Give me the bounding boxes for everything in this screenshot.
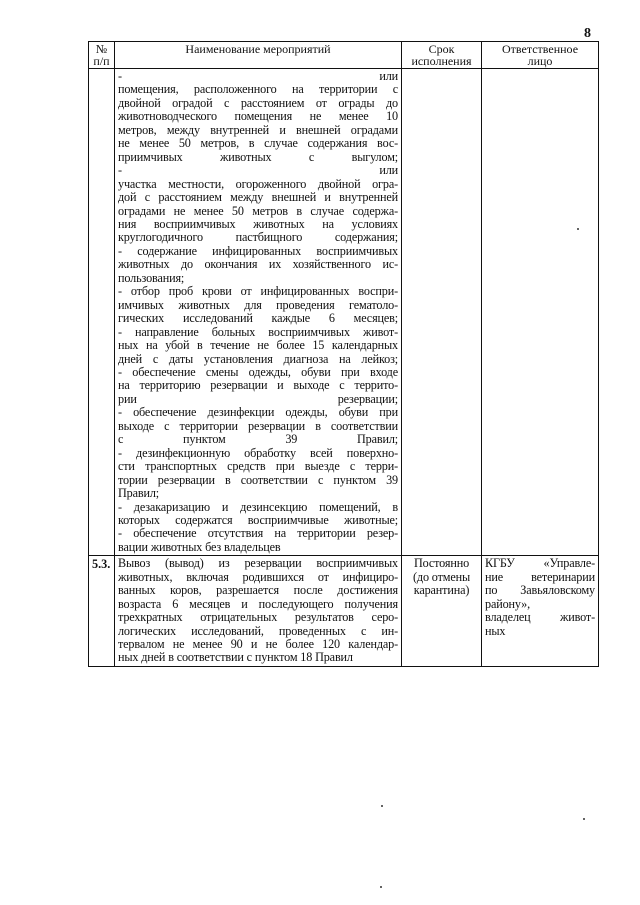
text-line: тервалом не менее 90 и не более 120 календар-	[118, 637, 398, 652]
text-line: карантина)	[413, 583, 470, 598]
text-line: - направление больных восприимчивых живот-	[118, 324, 398, 339]
text-line: дой с расстоянием между внешней и внутренней	[118, 190, 398, 205]
text-line: ванных коров, разрешается после достижения	[118, 583, 398, 598]
text-line: - или	[118, 69, 398, 83]
text-line: приимчивых животных с выгулом;	[118, 149, 398, 164]
text-line: - обеспечение отсутствия на территории резер-	[118, 526, 398, 541]
text-line: животных, включая родившихся от инфициро-	[118, 569, 398, 584]
text-line: пользования;	[118, 270, 185, 285]
text-line: трехкратных отрицательных результатов серо-	[118, 610, 398, 625]
row-number: 5.3.	[89, 556, 115, 667]
text-line: - отбор проб крови от инфицированных воспри-	[118, 284, 398, 299]
text-line: двойной оградой с расстоянием от ограды до	[118, 95, 398, 110]
text-line: не менее 50 метров, в случае содержания вос-	[118, 136, 398, 151]
text-line: метров, между внутренней и внешней оградами	[118, 122, 398, 137]
text-line: - дезинфекционную обработку всей поверхно-	[118, 445, 398, 460]
text-line: - обеспечение дезинфекции одежды, обуви при	[118, 405, 398, 420]
term-cell	[402, 69, 482, 556]
text-line: по Завьяловскому	[485, 583, 595, 598]
text-line: Постоянно	[413, 556, 470, 571]
table-row	[89, 556, 599, 667]
text-line: оградами не менее 50 метров в случае содержа-	[118, 203, 398, 218]
text-line: - дезакаризацию и дезинсекцию помещений, в	[118, 499, 398, 514]
term-cell	[402, 556, 482, 667]
text-line: логических исследований, проведенных с ин-	[118, 623, 398, 638]
text-line: выходе с территории резервации в соответствии	[118, 418, 398, 433]
text-line: ния восприимчивых животных на условиях	[118, 216, 398, 231]
text-line: возраста 6 месяцев и последующего получения	[118, 596, 398, 611]
measure-description	[115, 69, 402, 556]
table-header-row	[89, 42, 599, 69]
text-line: дней с даты установления диагноза на лейкоз;	[118, 351, 398, 366]
text-line: помещения, расположенного на территории с	[118, 82, 398, 97]
text-line: с пунктом 39 Правил;	[118, 432, 398, 447]
text-line: участка местности, огороженного двойной огра-	[118, 176, 398, 191]
text-line: КГБУ «Управле-	[485, 556, 595, 571]
text-line: (до отмены	[413, 569, 470, 584]
scan-speck	[577, 228, 579, 230]
text-line: животных до окончания их хозяйственного ис-	[118, 257, 398, 272]
text-line: животноводческого помещения не менее 10	[118, 109, 398, 124]
scan-speck	[381, 805, 383, 807]
text-line: вации животных без владельцев	[118, 539, 281, 554]
text-line: сти транспортных средств при выезде с терри-	[118, 459, 398, 474]
header-measure-name: Наименование мероприятий	[115, 42, 402, 69]
text-line: тории резервации в соответствии с пунктом 39	[118, 472, 398, 487]
text-line: ных дней в соответствии с пунктом 18 Правил	[118, 650, 353, 665]
responsible-cell	[482, 69, 599, 556]
text-line: району»,	[485, 596, 530, 611]
responsible-cell	[482, 556, 599, 667]
text-line: - или	[118, 163, 398, 178]
header-number: № п/п	[89, 42, 115, 69]
text-line: имчивых животных для проведения гематоло-	[118, 297, 398, 312]
scan-speck	[380, 886, 382, 888]
measure-description	[115, 556, 402, 667]
scan-speck	[583, 818, 585, 820]
measures-table	[88, 41, 599, 667]
text-line: которых содержатся восприимчивые животные;	[118, 512, 398, 527]
text-line: Правил;	[118, 486, 159, 501]
text-line: - содержание инфицированных восприимчивых	[118, 243, 398, 258]
row-number	[89, 69, 115, 556]
text-line: владелец живот-	[485, 610, 595, 625]
text-line: круглогодичного пастбищного содержания;	[118, 230, 398, 245]
header-term: Срок исполнения	[402, 42, 482, 69]
text-line: на территорию резервации и выходе с террито-	[118, 378, 398, 393]
header-responsible: Ответственное лицо	[482, 42, 599, 69]
text-line: ние ветеринарии	[485, 569, 595, 584]
text-line: Вывоз (вывод) из резервации восприимчивых	[118, 556, 398, 571]
text-line: рии резервации;	[118, 391, 398, 406]
page-number: 8	[584, 26, 591, 41]
text-line: гических исследований каждые 6 месяцев;	[118, 311, 398, 326]
table-row	[89, 69, 599, 556]
text-line: ных на убой в течение не более 15 календарных	[118, 338, 398, 353]
text-line: ных	[485, 623, 506, 638]
text-line: - обеспечение смены одежды, обуви при входе	[118, 364, 398, 379]
